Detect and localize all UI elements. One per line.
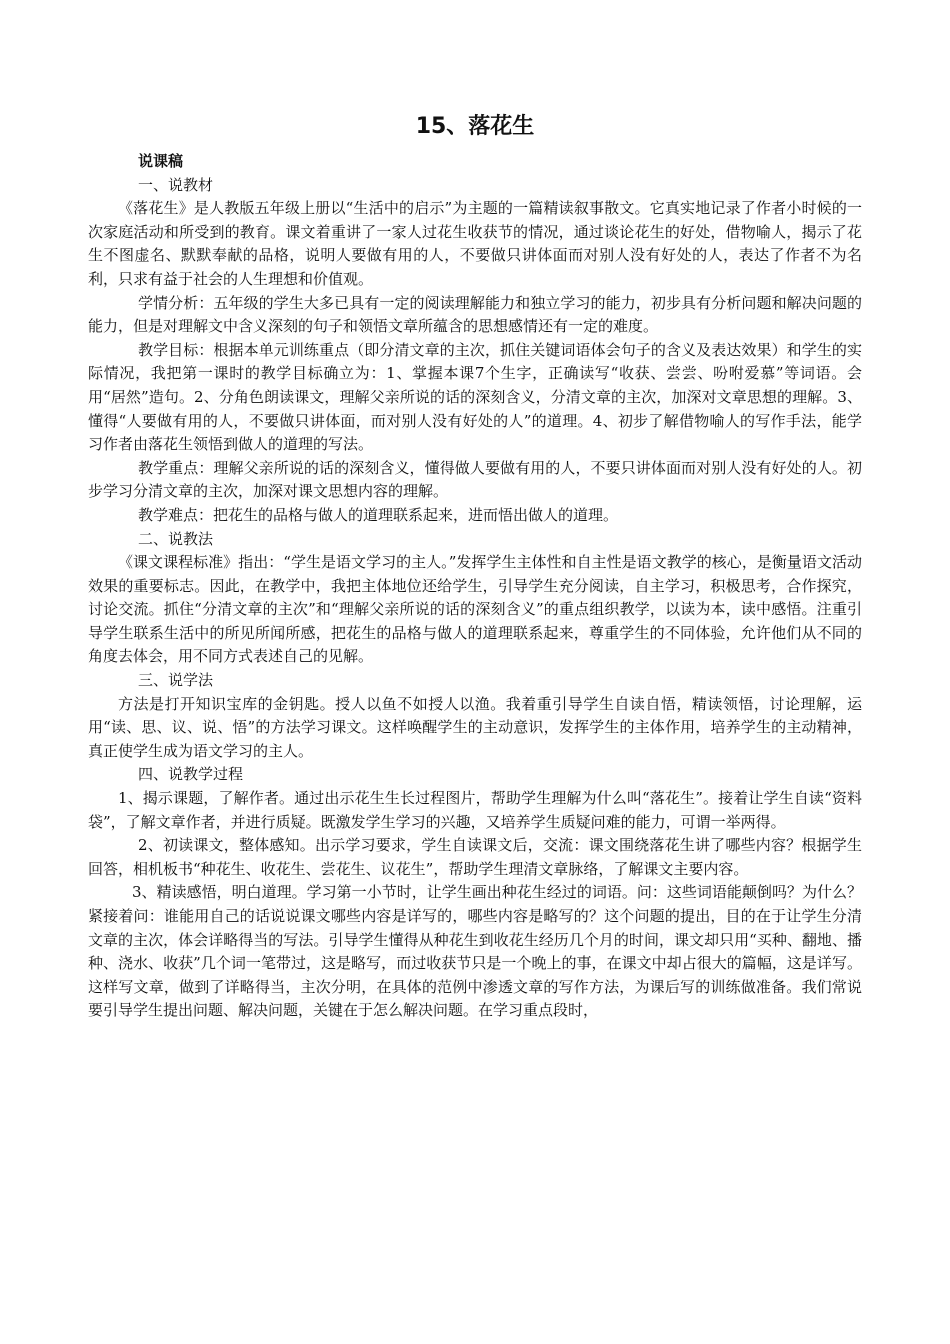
document-title: 15、落花生 [415, 114, 535, 139]
paragraph-textbook-intro: 《落花生》是人教版五年级上册以“生活中的启示”为主题的一篇精读叙事散文。它真实地记录了作者小时候的一次家庭活动和所受到的教育。课文着重讲了一家人过花生收获节的情况，通过谈论花生的好处，借物喻人，揭示了花生不图虚名、默默奉献的品格，说明人要做有用的人，不要做只讲体面而对别人没有好处的人，表达了作者不为名利，只求有益于社会的人生理想和价值观。 [88, 199, 862, 288]
paragraph-teaching-method: 《课文课程标准》指出：“学生是语文学习的主人。”发挥学生主体性和自主性是语文教学的核心，是衡量语文活动效果的重要标志。因此，在教学中，我把主体地位还给学生，引导学生充分阅读，自主学习，积极思考，合作探究，讨论交流。抓住“分清文章的主次”和“理解父亲所说的话的深刻含义”的重点组织教学，以读为本，读中感悟。注重引导学生联系生活中的所见所闻所感，把花生的品格与做人的道理联系起来，尊重学生的不同体验，允许他们从不同的角度去体会，用不同方式表述自己的见解。 [88, 553, 862, 666]
paragraph-process-step-2: 2、初读课文，整体感知。出示学习要求，学生自读课文后，交流：课文围绕落花生讲了哪些内容？根据学生回答，相机板书“种花生、收花生、尝花生、议花生”，帮助学生理清文章脉络，了解课文主要内容。 [88, 836, 862, 878]
section-heading-teaching-process: 四、说教学过程 [138, 765, 244, 784]
document-body [88, 150, 862, 1023]
paragraph-teaching-difficulty: 教学难点：把花生的品格与做人的道理联系起来，进而悟出做人的道理。 [138, 505, 619, 524]
paragraph-learning-method: 方法是打开知识宝库的金钥匙。授人以鱼不如授人以渔。我着重引导学生自读自悟，精读领悟，讨论理解，运用“读、思、议、说、悟”的方法学习课文。这样唤醒学生的主动意识，发挥学生的主体作用，培养学生的主动精神，真正使学生成为语文学习的主人。 [88, 694, 862, 760]
section-heading-teaching-method: 二、说教法 [138, 529, 214, 548]
paragraph-student-analysis: 学情分析：五年级的学生大多已具有一定的阅读理解能力和独立学习的能力，初步具有分析问题和解决问题的能力，但是对理解文中含义深刻的句子和领悟文章所蕴含的思想感情还有一定的难度。 [88, 293, 862, 336]
paragraph-teaching-focus: 教学重点：理解父亲所说的话的深刻含义，懂得做人要做有用的人，不要只讲体面而对别人没有好处的人。初步学习分清文章的主次，加深对课文思想内容的理解。 [88, 458, 862, 501]
paragraph-teaching-goals: 教学目标：根据本单元训练重点（即分清文章的主次，抓住关键词语体会句子的含义及表达效果）和学生的实际情况，我把第一课时的教学目标确立为：1、掌握本课7个生字，正确读写“收获、尝尝、吩咐爱慕”等词语。会用“居然”造句。2、分角色朗读课文，理解父亲所说的话的深刻含义，分清文章的主次，加深对文章思想的理解。3、懂得“人要做有用的人，不要做只讲体面，而对别人没有好处的人”的道理。4、初步了解借物喻人的写作手法，能学习作者由落花生领悟到做人的道理的写法。 [88, 340, 862, 454]
paragraph-process-step-3: 3、精读感悟，明白道理。学习第一小节时，让学生画出种花生经过的词语。问：这些词语能颠倒吗？为什么？紧接着问：谁能用自己的话说说课文哪些内容是详写的，哪些内容是略写的？这个问题的提出，目的在于让学生分清文章的主次，体会详略得当的写法。引导学生懂得从种花生到收花生经历几个月的时间，课文却只用“买种、翻地、播种、浇水、收获”几个词一笔带过，这是略写，而过收获节只是一个晚上的事，在课文中却占很大的篇幅，这是详写。这样写文章，做到了详略得当，主次分明，在具体的范例中渗透文章的写作方法，为课后写的训练做准备。我们常说要引导学生提出问题、解决问题，关键在于怎么解决问题。在学习重点段时， [88, 883, 862, 1020]
paragraph-process-step-1: 1、揭示课题，了解作者。通过出示花生生长过程图片，帮助学生理解为什么叫“落花生”。接着让学生自读“资料袋”，了解文章作者，并进行质疑。既激发学生学习的兴趣，又培养学生质疑问难的能力，可谓一举两得。 [88, 789, 862, 831]
document-subtitle: 说课稿 [138, 152, 184, 170]
section-heading-textbook: 一、说教材 [138, 175, 214, 194]
section-heading-learning-method: 三、说学法 [138, 671, 214, 690]
